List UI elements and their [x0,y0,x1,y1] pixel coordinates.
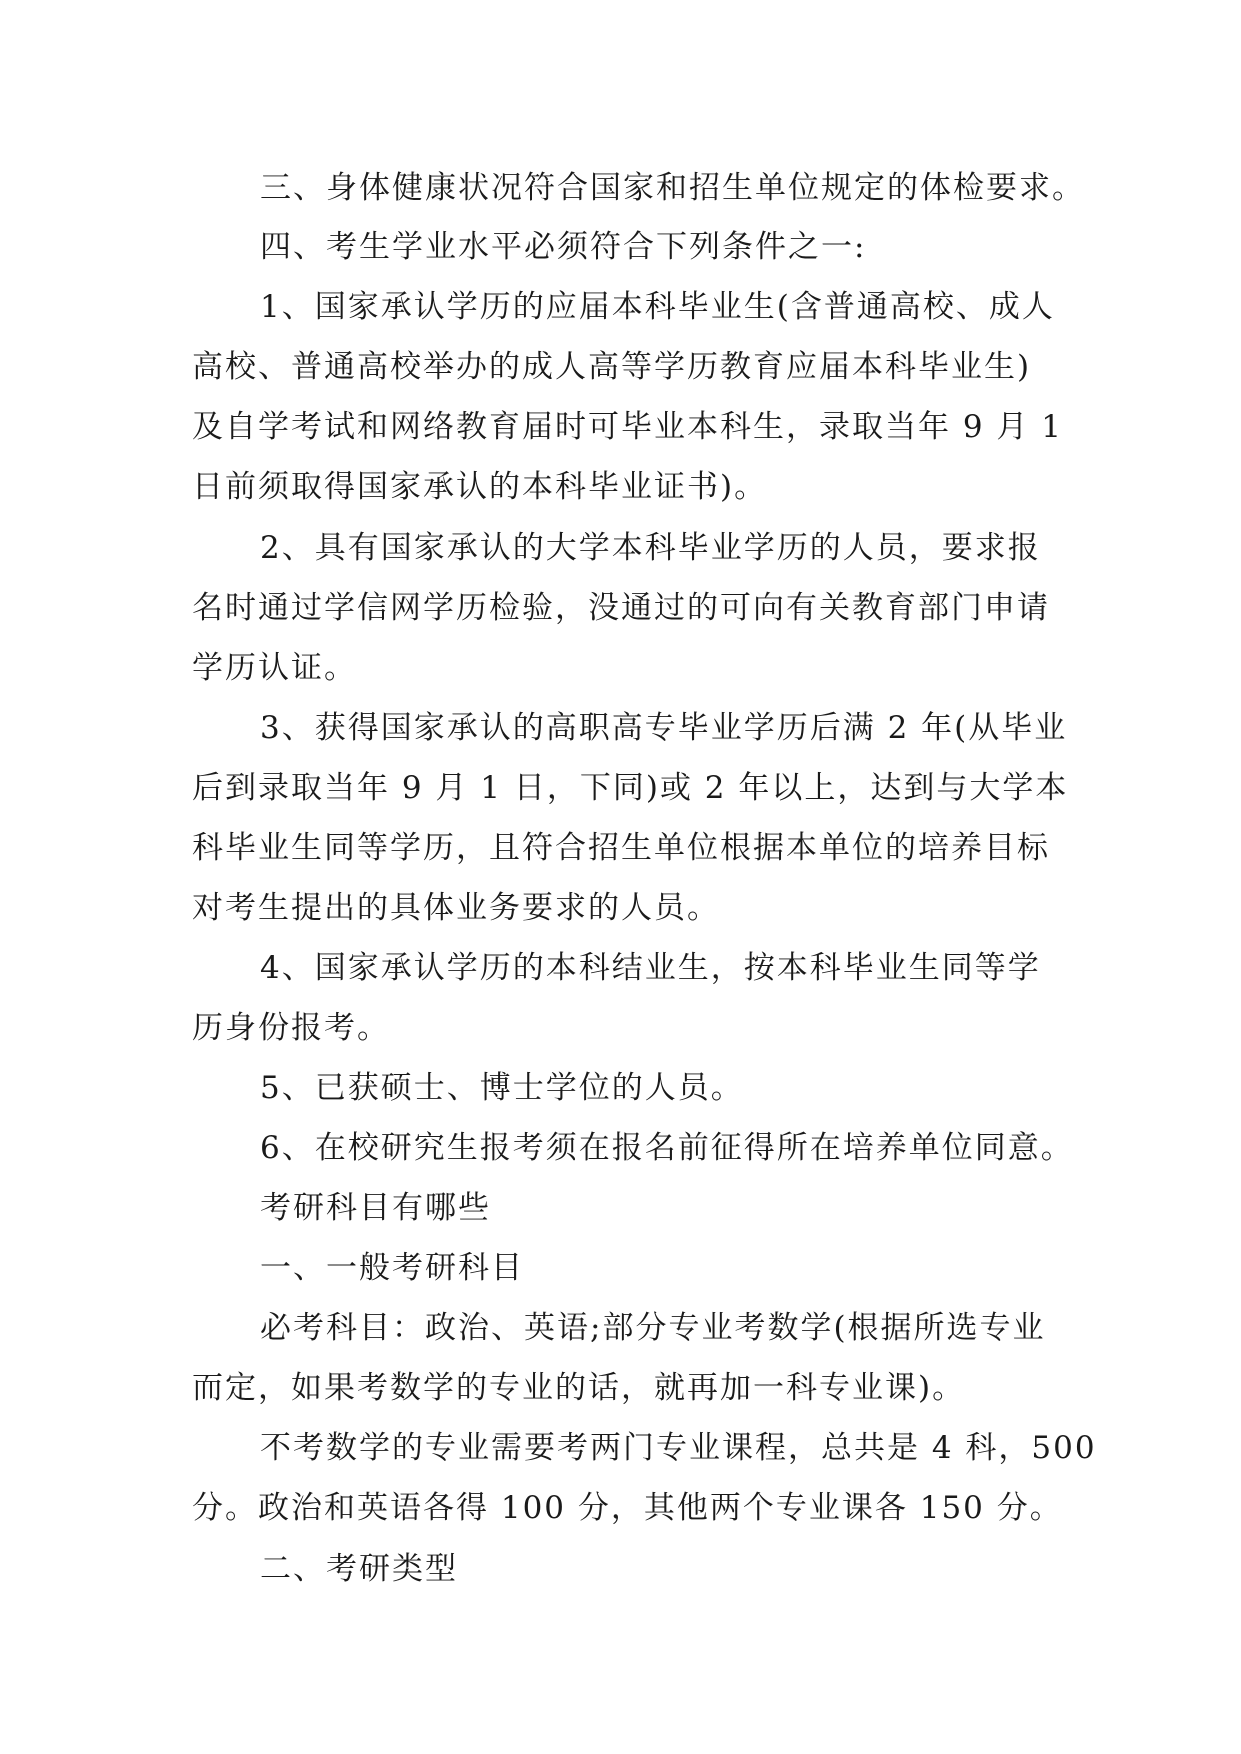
condition-3-line-4: 对考生提出的具体业务要求的人员。 [192,890,720,926]
condition-4-line-2: 历身份报考。 [192,1010,390,1046]
required-subjects-line-2: 而定，如果考数学的专业的话，就再加一科专业课)。 [192,1370,966,1406]
subheading-general-subjects: 一、一般考研科目 [260,1250,524,1286]
non-math-subjects-line-2: 分。政治和英语各得 100 分，其他两个专业课各 150 分。 [192,1490,1063,1526]
condition-1-line-1: 1、国家承认学历的应届本科毕业生(含普通高校、成人 [260,289,1055,325]
non-math-subjects-line-1: 不考数学的专业需要考两门专业课程，总共是 4 科，500 [260,1430,1097,1466]
condition-2-line-1: 2、具有国家承认的大学本科毕业学历的人员，要求报 [260,530,1041,566]
condition-3-line-2: 后到录取当年 9 月 1 日，下同)或 2 年以上，达到与大学本 [192,770,1069,806]
subheading-exam-types: 二、考研类型 [260,1551,458,1587]
paragraph-health-requirement: 三、身体健康状况符合国家和招生单位规定的体检要求。 [260,170,1085,206]
condition-4-line-1: 4、国家承认学历的本科结业生，按本科毕业生同等学 [260,950,1041,986]
condition-3-line-1: 3、获得国家承认的高职高专毕业学历后满 2 年(从毕业 [260,710,1068,746]
condition-1-line-4: 日前须取得国家承认的本科毕业证书)。 [192,469,768,505]
paragraph-academic-conditions: 四、考生学业水平必须符合下列条件之一: [260,229,867,265]
condition-1-line-2: 高校、普通高校举办的成人高等学历教育应届本科毕业生) [192,349,1032,385]
condition-2-line-3: 学历认证。 [192,650,357,686]
condition-1-line-3: 及自学考试和网络教育届时可毕业本科生，录取当年 9 月 1 [192,409,1064,445]
required-subjects-line-1: 必考科目：政治、英语;部分专业考数学(根据所选专业 [260,1310,1046,1346]
condition-6: 6、在校研究生报考须在报名前征得所在培养单位同意。 [260,1130,1074,1166]
condition-3-line-3: 科毕业生同等学历，且符合招生单位根据本单位的培养目标 [192,830,1050,866]
condition-2-line-2: 名时通过学信网学历检验，没通过的可向有关教育部门申请 [192,590,1050,626]
condition-5: 5、已获硕士、博士学位的人员。 [260,1070,744,1106]
section-heading-exam-subjects: 考研科目有哪些 [260,1190,491,1226]
